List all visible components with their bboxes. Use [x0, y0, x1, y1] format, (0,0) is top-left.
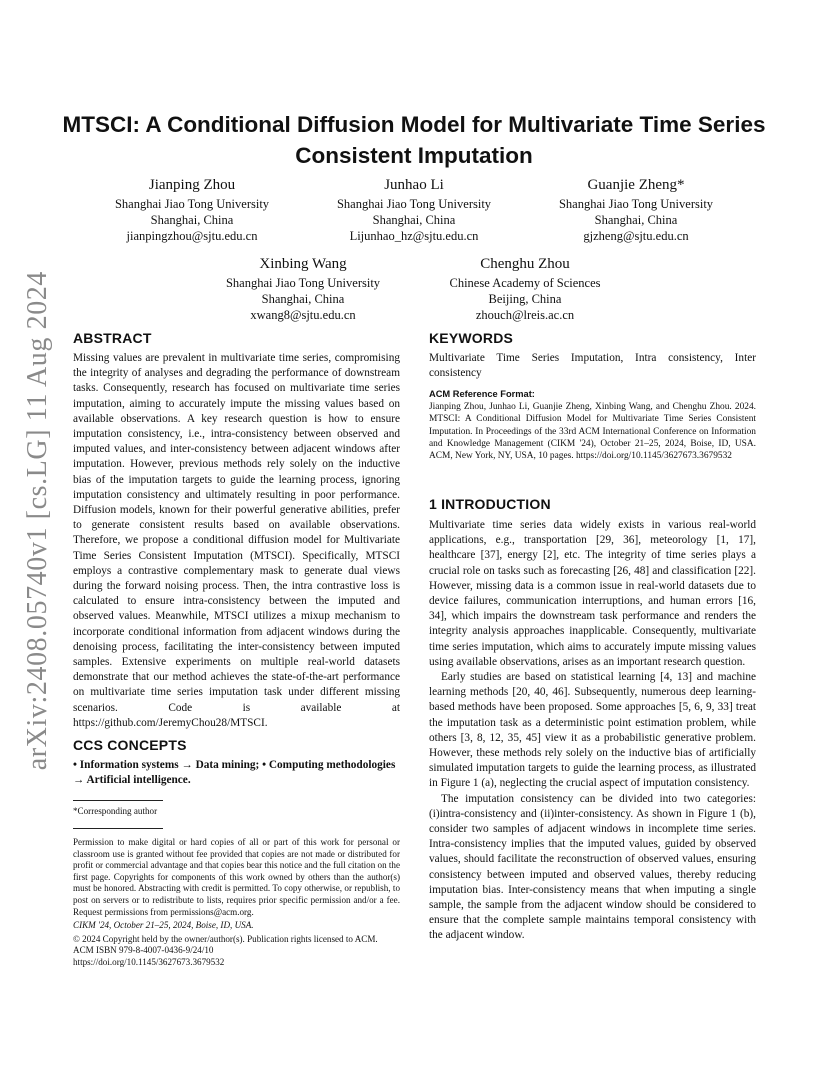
isbn-text: ACM ISBN 979-8-4007-0436-9/24/10 [73, 945, 214, 956]
abstract-text: Missing values are prevalent in multivariate time series, compromising the integrity of analyses and degrading the performance of downstream tasks. Consequently, research has focused on multivariate time series imputation, aiming to accurately impute the missing values based on available observations. A key research question is how to ensure imputation consistency, i.e., intra-consistency between observed and imputed values, and inter-consistency between adjacent windows after imputation. However, previous methods rely solely on the inductive bias of the imputation targets to guide the learning process, ignoring imputation consistency and ultimately resulting in poor performance. Diffusion models, known for their powerful generative abilities, prefer to generate consistent results based on available observations. Therefore, we propose a conditional diffusion model for Multivariate Time Series Consistent Imputation (MTSCI). Specifically, MTSCI employs a contrastive complementary mask to generate dual views during the forward noising process. Then, the intra contrastive loss is calculated to ensure intra-consistency between the imputed and observed values. Meanwhile, MTSCI utilizes a mixup mechanism to incorporate conditional information from adjacent windows during the denoising process, facilitating the inter-consistency between imputed samples. Extensive experiments on multiple real-world datasets demonstrate that our method achieves the state-of-the-art performance on multivariate time series imputation task under different missing scenarios. Code is available at https://github.com/JeremyChou28/MTSCI. [73, 352, 400, 729]
abstract-section [73, 330, 400, 731]
keywords-heading: KEYWORDS [429, 330, 514, 346]
author-block [92, 176, 292, 244]
keywords-text: Multivariate Time Series Imputation, Intra consistency, Inter consistency [429, 352, 756, 380]
author-email[interactable]: Lijunhao_hz@sjtu.edu.cn [349, 229, 479, 243]
author-name: Junhao Li [384, 177, 444, 193]
introduction-heading: 1 INTRODUCTION [429, 496, 551, 512]
ccs-section [73, 737, 400, 788]
author-location: Shanghai, China [594, 213, 678, 227]
author-email[interactable]: zhouch@lreis.ac.cn [475, 308, 575, 322]
arxiv-stamp [21, 271, 55, 771]
acm-reference-text: Jianping Zhou, Junhao Li, Guanjie Zheng, Xinbing Wang, and Chenghu Zhou. 2024. MTSCI: A Conditional Diffusion Model for Multivariate Time Series Consistent Imputation. In Proceedings of the 33rd ACM International Conference on Information and Knowledge Management (CIKM '24), October 21–25, 2024, Boise, ID, USA. ACM, New York, NY, USA, 10 pages. https://doi.org/10.1145/3627673.3679532 [429, 402, 756, 462]
doi-link[interactable]: https://doi.org/10.1145/3627673.3679532 [73, 956, 225, 967]
copyright-text: © 2024 Copyright held by the owner/author(s). Publication rights licensed to ACM. [73, 933, 378, 944]
footnote-text: *Corresponding author [73, 806, 158, 816]
author-name: Chenghu Zhou [480, 256, 570, 272]
author-location: Beijing, China [488, 292, 562, 306]
author-location: Shanghai, China [261, 292, 345, 306]
permission-text: Permission to make digital or hard copies of all or part of this work for personal or classroom use is granted without fee provided that copies are not made or distributed for profit or commercial advantage and that copies bear this notice and the full citation on the first page. Copyrights for components of this work owned by others than the author(s) must be honored. Abstracting with credit is permitted. To copy otherwise, or republish, to post on servers or to redistribute to lists, requires prior specific permission and/or a fee. Request permissions from permissions@acm.org. [73, 837, 401, 917]
permission-rule [73, 828, 163, 829]
author-affiliation: Chinese Academy of Sciences [449, 276, 601, 290]
author-name: Guanjie Zheng* [587, 177, 685, 193]
author-affiliation: Shanghai Jiao Tong University [225, 276, 381, 290]
author-affiliation: Shanghai Jiao Tong University [558, 197, 714, 211]
acm-reference [429, 389, 756, 462]
author-block [425, 255, 625, 323]
author-name: Xinbing Wang [259, 256, 347, 272]
keywords-section [429, 330, 756, 381]
intro-paragraph: The imputation consistency can be divided into two categories: (i)intra-consistency and (ii)inter-consistency. As shown in Figure 1 (b), consider two samples of adjacent windows in incomplete time series. Intra-consistency implies that the imputed values, guided by observed values, should facilitate the reconstruction of observed values, ensuring consistency between imputed and observed values, thereby reducing imputation bias. Inter-consistency means that when imputing a single sample, the sample from the adjacent window should be considered to ensure that the complete sample maintains temporal consistency with the adjacent window. [429, 792, 756, 942]
author-email[interactable]: jianpingzhou@sjtu.edu.cn [126, 229, 258, 243]
author-block [536, 176, 736, 244]
arxiv-stamp-text: arXiv:2408.05740v1 [cs.LG] 11 Aug 2024 [22, 271, 53, 771]
abstract-heading: ABSTRACT [73, 330, 152, 346]
author-location: Shanghai, China [372, 213, 456, 227]
footnote-rule [73, 800, 163, 801]
author-email[interactable]: xwang8@sjtu.edu.cn [250, 308, 356, 322]
paper-title: MTSCI: A Conditional Diffusion Model for Multivariate Time Series Consistent Imputation [62, 112, 766, 168]
permission-block [73, 837, 400, 969]
ccs-text: • Information systems → Data mining; • Computing methodologies → Artificial intelligence. [73, 759, 396, 787]
intro-paragraph: Early studies are based on statistical learning [4, 13] and machine learning methods [20, 40, 46]. Subsequently, numerous deep learning-based methods have been proposed. Some approaches [5, 6, 9, 33] treat the imputation task as a deterministic point estimation problem, while others [3, 8, 12, 35, 45] view it as a probabilistic generative problem. However, these methods rely solely on the inductive bias of artificially simulated imputation targets to guide the learning process, as illustrated in Figure 1 (a), neglecting the crucial aspect of imputation consistency. [429, 671, 756, 790]
introduction-section [429, 496, 756, 944]
author-affiliation: Shanghai Jiao Tong University [114, 197, 270, 211]
author-block [203, 255, 403, 323]
footnote [73, 806, 400, 818]
venue-text: CIKM '24, October 21–25, 2024, Boise, ID, USA. [73, 920, 254, 931]
author-location: Shanghai, China [150, 213, 234, 227]
author-block [314, 176, 514, 244]
author-email[interactable]: gjzheng@sjtu.edu.cn [583, 229, 689, 243]
ccs-heading: CCS CONCEPTS [73, 737, 187, 753]
intro-paragraph: Multivariate time series data widely exists in various real-world applications, e.g., transportation [29, 36], meteorology [1, 17], healthcare [37], energy [2], etc. The integrity of time series plays a crucial role on tasks such as forecasting [26, 48] and classification [22]. However, missing data is a common issue in real-world datasets due to device failures, communication interruptions, and human errors [16, 34], which impairs the downstream task performance and renders the integrity analysis approaches inapplicable. Consequently, multivariate time series imputation, which aims to accurately impute missing values using available observations, arises as an important research question. [429, 519, 756, 668]
acm-reference-heading: ACM Reference Format: [429, 389, 535, 399]
author-name: Jianping Zhou [148, 177, 236, 193]
author-affiliation: Shanghai Jiao Tong University [336, 197, 492, 211]
